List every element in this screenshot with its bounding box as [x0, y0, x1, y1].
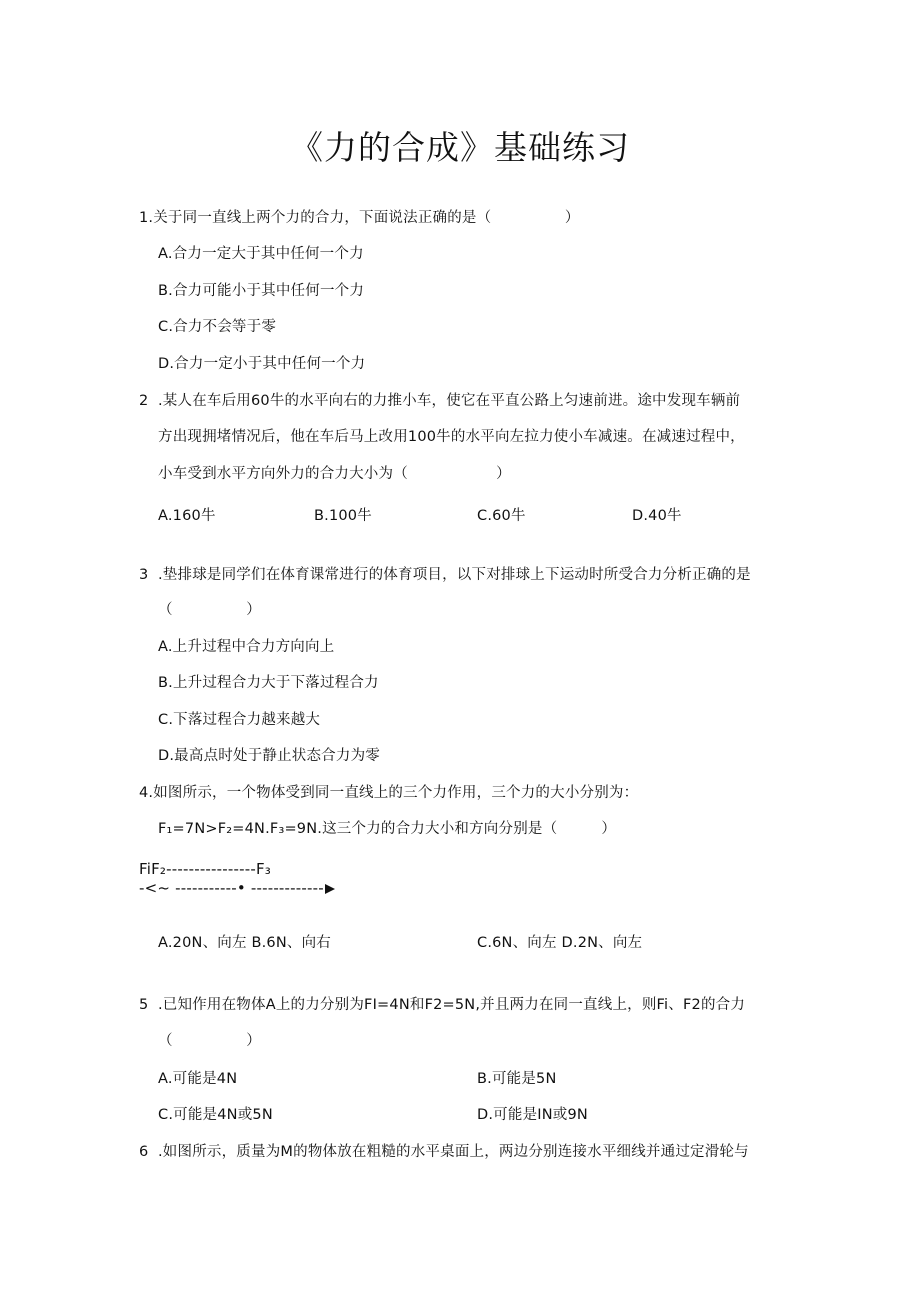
force-diagram-dashes: -<~ -----------• ------------- — [139, 879, 324, 897]
q4-options-right: C.6N、向左 D.2N、向左 — [477, 935, 643, 951]
q5-option-b: B.可能是5N — [477, 1071, 557, 1087]
force-diagram-line — [139, 878, 335, 898]
q1-option-b: B.合力可能小于其中任何一个力 — [158, 283, 365, 299]
q3-option-c: C.下落过程合力越来越大 — [158, 712, 321, 728]
q4-line-2: F₁=7N>F₂=4N.F₃=9N.这三个力的合力大小和方向分别是（ ） — [158, 821, 617, 837]
q6-number: 6 — [139, 1144, 149, 1160]
q4-line-1: 4.如图所示，一个物体受到同一直线上的三个力作用，三个力的大小分别为： — [139, 785, 639, 801]
q1-option-a: A.合力一定大于其中任何一个力 — [158, 246, 364, 262]
q5-line-1: .已知作用在物体A上的力分别为FI=4N和F2=5N,并且两力在同一直线上，则Fi、F2的合力 — [158, 997, 746, 1013]
q5-option-d: D.可能是IN或9N — [477, 1107, 588, 1123]
q3-number: 3 — [139, 567, 149, 583]
q2-number: 2 — [139, 393, 149, 409]
q3-line-2: （ ） — [158, 602, 261, 618]
q5-number: 5 — [139, 997, 149, 1013]
q2-line-3: 小车受到水平方向外力的合力大小为（ ） — [158, 466, 511, 482]
page-title: 《力的合成》基础练习 — [290, 128, 630, 167]
arrow-right-icon — [325, 884, 335, 894]
q1-stem: 1.关于同一直线上两个力的合力，下面说法正确的是（ ） — [139, 210, 580, 226]
q5-option-a: A.可能是4N — [158, 1071, 238, 1087]
q3-option-d: D.最高点时处于静止状态合力为零 — [158, 748, 380, 764]
q4-options-left: A.20N、向左 B.6N、向右 — [158, 935, 332, 951]
q2-line-1: .某人在车后用60牛的水平向右的力推小车，使它在平直公路上匀速前进。途中发现车辆前 — [158, 393, 741, 409]
q3-option-b: B.上升过程合力大于下落过程合力 — [158, 675, 379, 691]
q6-line-1: .如图所示，质量为M的物体放在粗糙的水平桌面上，两边分别连接水平细线并通过定滑轮与 — [158, 1144, 749, 1160]
q2-option-b: B.100牛 — [314, 508, 372, 524]
q1-option-c: C.合力不会等于零 — [158, 319, 277, 335]
q3-line-1: .垫排球是同学们在体育课常进行的体育项目，以下对排球上下运动时所受合力分析正确的是 — [158, 567, 751, 583]
q2-option-d: D.40牛 — [632, 508, 682, 524]
q2-option-c: C.60牛 — [477, 508, 526, 524]
force-diagram-labels: FiF₂----------------F₃ — [139, 860, 271, 878]
q5-line-2: （ ） — [158, 1033, 261, 1049]
q5-option-c: C.可能是4N或5N — [158, 1107, 273, 1123]
q1-option-d: D.合力一定小于其中任何一个力 — [158, 356, 366, 372]
q2-line-2: 方出现拥堵情况后，他在车后马上改用100牛的水平向左拉力使小车减速。在减速过程中， — [158, 429, 745, 445]
q2-option-a: A.160牛 — [158, 508, 216, 524]
q3-option-a: A.上升过程中合力方向向上 — [158, 639, 335, 655]
